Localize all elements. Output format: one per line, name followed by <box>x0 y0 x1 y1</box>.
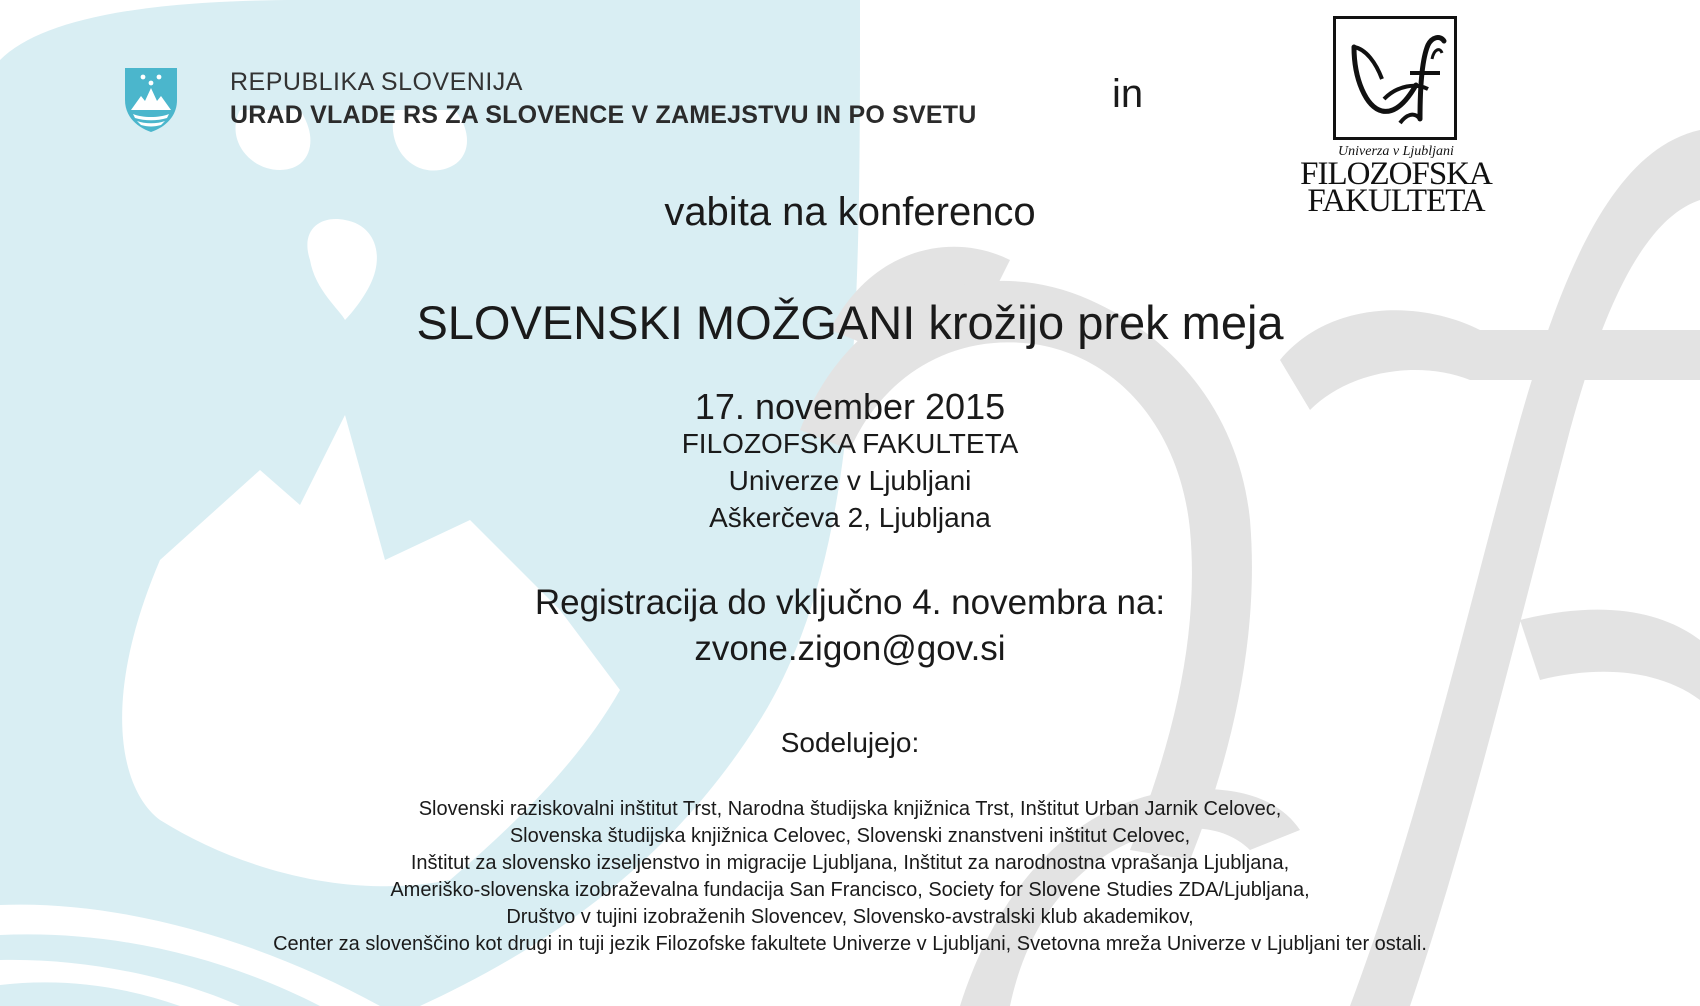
registration-note: Registracija do vključno 4. novembra na: <box>534 583 1166 622</box>
partners-heading: Sodelujejo: <box>780 727 920 758</box>
partner-line: Društvo v tujini izobraženih Slovencev, Slovensko-avstralski klub akademikov, <box>506 906 1194 928</box>
ff-name-line2: FAKULTETA <box>1307 183 1485 219</box>
registration-email[interactable]: zvone.zigon@gov.si <box>694 629 1006 668</box>
partner-line: Slovenska študijska knjižnica Celovec, Slovenski znanstveni inštitut Celovec, <box>509 825 1191 847</box>
venue-line: FILOZOFSKA FAKULTETA <box>681 428 1019 459</box>
office-name: URAD VLADE RS ZA SLOVENCE V ZAMEJSTVU IN PO SVETU <box>230 101 977 129</box>
conference-date: 17. november 2015 <box>694 386 1006 427</box>
conjunction-text: in <box>1112 72 1144 116</box>
republic-name: REPUBLIKA SLOVENIJA <box>230 68 523 96</box>
partner-line: Inštitut za slovensko izseljenstvo in migracije Ljubljana, Inštitut za narodnostna vprašanja Ljubljana, <box>410 852 1290 874</box>
invitation-intro: vabita na konferenco <box>664 190 1036 234</box>
venue-line: Univerze v Ljubljani <box>728 465 972 496</box>
partner-line: Ameriško-slovenska izobraževalna fundacija San Francisco, Society for Slovene Studies ZDA/Ljubljana, <box>390 879 1310 901</box>
faculty-logo <box>1296 16 1496 219</box>
ff-name-line1: FILOZOFSKA <box>1300 156 1492 192</box>
ff-monogram-icon <box>1336 19 1454 137</box>
partner-line: Slovenski raziskovalni inštitut Trst, Narodna študijska knjižnica Trst, Inštitut Urban Jarnik Celovec, <box>418 798 1282 820</box>
venue-line: Aškerčeva 2, Ljubljana <box>709 502 991 533</box>
slovenia-coat-of-arms-icon <box>123 66 179 134</box>
conference-title: SLOVENSKI MOŽGANI krožijo prek meja <box>416 296 1284 349</box>
ff-monogram-box <box>1333 16 1457 140</box>
partner-line: Center za slovenščino kot drugi in tuji jezik Filozofske fakultete Univerze v Ljubljani, Svetovna mreža Univerze v Ljubljani ter ostali. <box>273 933 1427 955</box>
ff-university-label: Univerza v Ljubljani <box>1338 144 1454 159</box>
